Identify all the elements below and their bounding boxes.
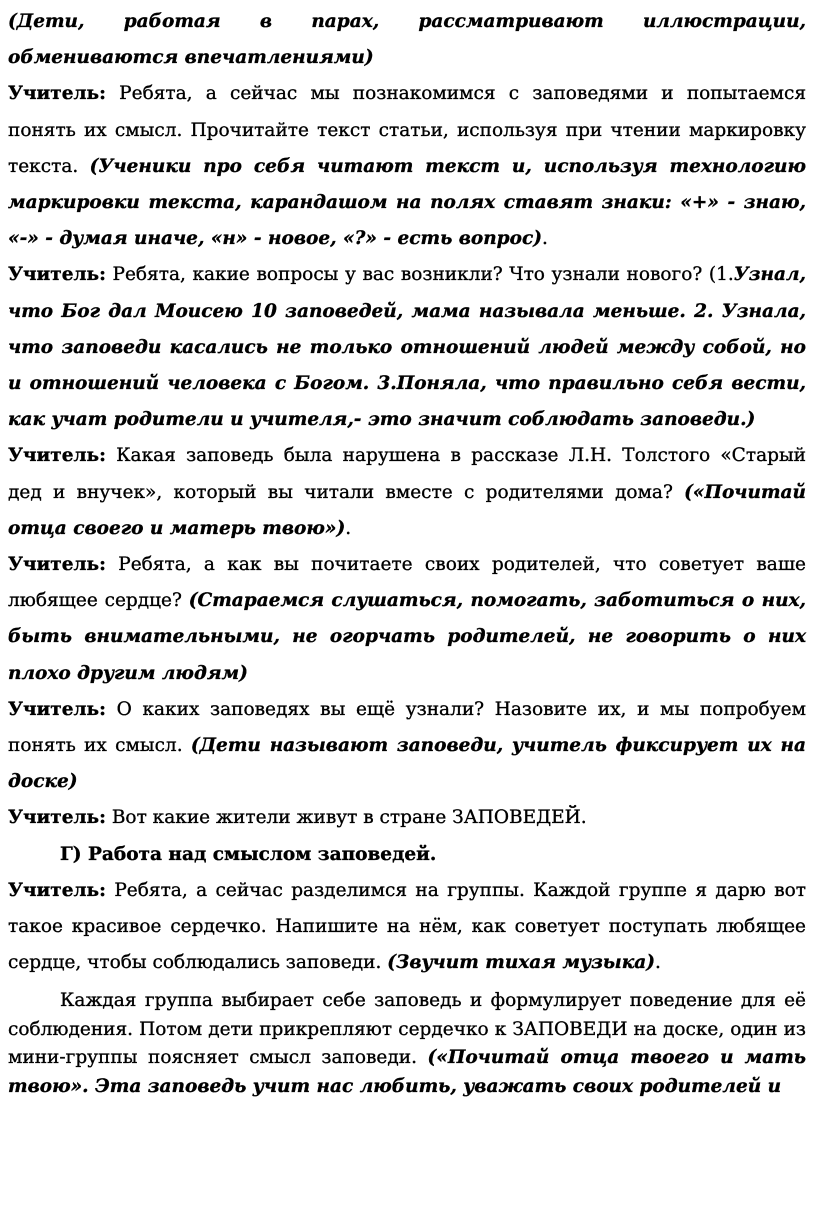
tail-text: . bbox=[655, 952, 661, 974]
paragraph-after-heading bbox=[8, 873, 806, 982]
speaker-label: Учитель: bbox=[8, 264, 106, 286]
paragraph-6 bbox=[8, 800, 806, 836]
paragraph-final bbox=[8, 981, 806, 1101]
paragraph-5 bbox=[8, 692, 806, 801]
speech-text: Ребята, а как вы почитаете своих родителей, что советует ваше любящее сердце? bbox=[8, 554, 806, 612]
italic-note: («Почитай отца своего и матерь твою») bbox=[8, 481, 806, 539]
tail-text: . bbox=[541, 228, 548, 250]
italic-note: (Дети называют заповеди, учитель фиксирует их на доске) bbox=[8, 735, 806, 793]
speech-text: Ребята, какие вопросы у вас возникли? Что узнали нового? (1. bbox=[105, 264, 734, 286]
speech-text: Какая заповедь была нарушена в рассказе Л.Н. Толстого «Старый дед и внучек», который вы читали вместе с родителями дома? bbox=[8, 445, 806, 503]
speech-text: Ребята, а сейчас разделимся на группы. Каждой группе я дарю вот такое красивое сердечко. Напишите на нём, как советует поступать любящее сердце, чтобы соблюдались заповеди. bbox=[8, 879, 806, 974]
paragraph-3 bbox=[8, 438, 806, 547]
speaker-label: Учитель: bbox=[8, 807, 106, 829]
section-heading: Г) Работа над смыслом заповедей. bbox=[60, 843, 437, 865]
italic-note: (Стараемся слушаться, помогать, заботиться о них, быть внимательными, не огорчать родителей, не говорить о них плохо другим людям) bbox=[8, 590, 806, 684]
paragraph-2 bbox=[8, 257, 806, 438]
speaker-label: Учитель: bbox=[8, 445, 106, 467]
paragraph-1 bbox=[8, 76, 806, 257]
paragraph-intro-note bbox=[8, 4, 806, 76]
speech-text: Ребята, а сейчас мы познакомимся с заповедями и попытаемся понять их смысл. Прочитайте текст статьи, используя при чтении маркировку текста. bbox=[8, 83, 806, 177]
speaker-label: Учитель: bbox=[8, 879, 106, 901]
speaker-label: Учитель: bbox=[8, 698, 106, 720]
paragraph-4 bbox=[8, 547, 806, 692]
speech-text: О каких заповедях вы ещё узнали? Назовите их, и мы попробуем понять их смысл. bbox=[8, 698, 806, 757]
italic-note: («Почитай отца твоего и мать твою». Эта заповедь учит нас любить, уважать своих родителей и bbox=[8, 1047, 806, 1097]
italic-note: Узнал, что Бог дал Моисею 10 заповедей, мама называла меньше. 2. Узнала, что заповеди касались не только отношений людей между собой, но и отношений человека с Богом. 3.Поняла, что правильно себя вести, как учат родители и учителя,- это значит соблюдать заповеди.) bbox=[8, 264, 806, 431]
italic-note: (Ученики про себя читают текст и, используя технологию маркировки текста, карандашом на полях ставят знаки: «+» - знаю, «-» - думая иначе, «н» - новое, «?» - есть вопрос) bbox=[8, 155, 806, 250]
body-text: Каждая группа выбирает себе заповедь и формулирует поведение для её соблюдения. Потом дети прикрепляют сердечко к ЗАПОВЕДИ на доске, один из мини-группы поясняет смысл заповеди. bbox=[8, 990, 806, 1069]
speaker-label: Учитель: bbox=[8, 554, 106, 576]
italic-note: (Звучит тихая музыка) bbox=[387, 952, 656, 974]
tail-text: . bbox=[345, 517, 352, 539]
italic-note: (Дети, работая в парах, рассматривают иллюстрации, обмениваются впечатлениями) bbox=[8, 11, 806, 69]
speech-text: Вот какие жители живут в стране ЗАПОВЕДЕЙ. bbox=[105, 807, 587, 829]
speaker-label: Учитель: bbox=[8, 83, 106, 105]
